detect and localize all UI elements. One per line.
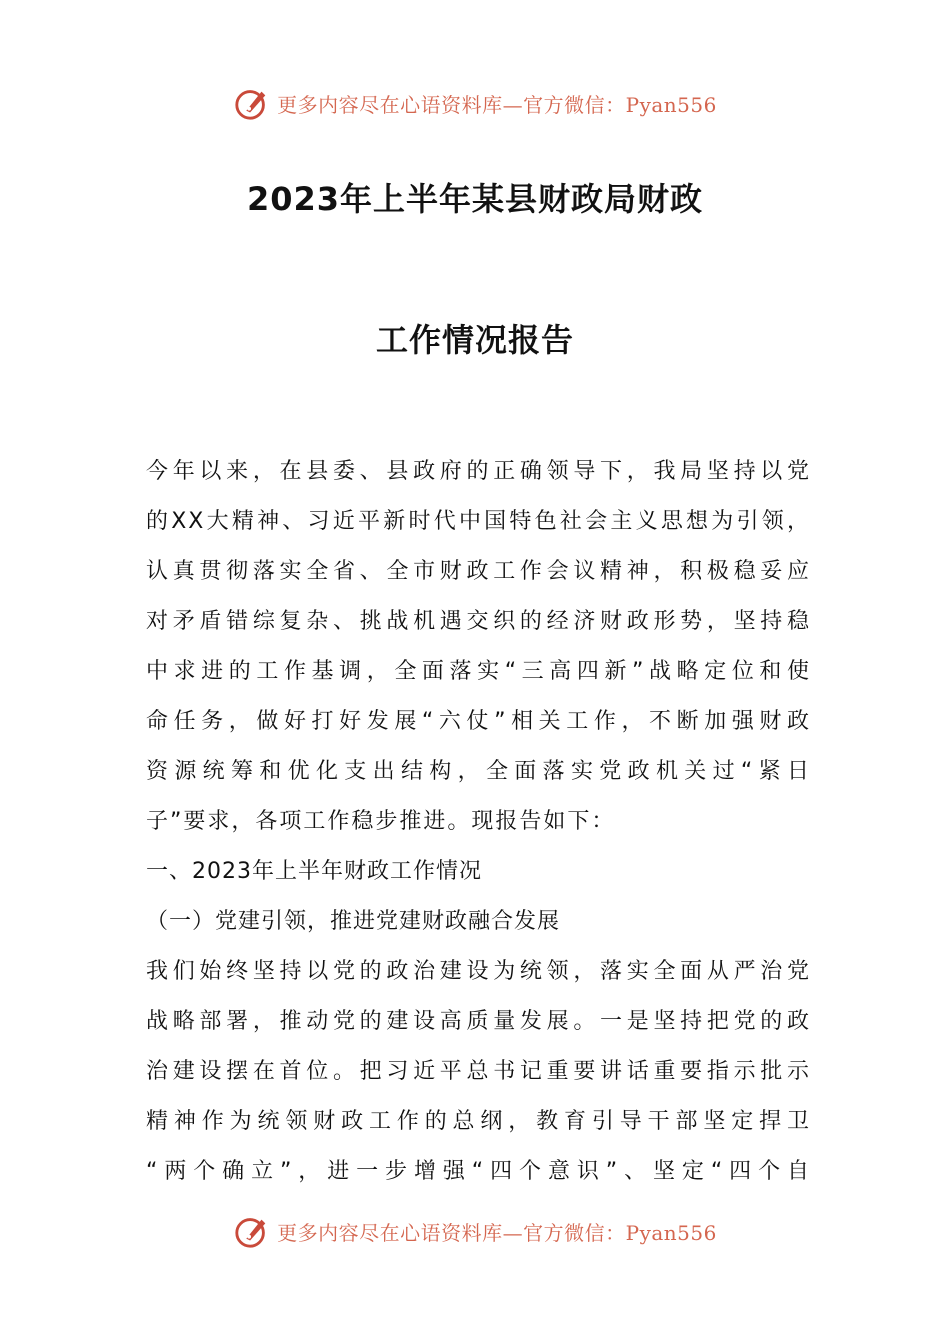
pen-nib-circle-logo: [233, 1212, 271, 1250]
intro-line: 对矛盾错综复杂、挑战机遇交织的经济财政形势，坚持稳: [146, 609, 811, 634]
intro-line: 今年以来，在县委、县政府的正确领导下，我局坚持以党: [146, 459, 811, 484]
body-line: 精神作为统领财政工作的总纲，教育引导干部坚定捍卫: [146, 1109, 811, 1134]
section-heading: 一、2023年上半年财政工作情况: [146, 859, 482, 884]
body-line: 治建设摆在首位。把习近平总书记重要讲话重要指示批示: [146, 1059, 811, 1084]
intro-line: 的XX大精神、习近平新时代中国特色社会主义思想为引领，: [146, 509, 811, 534]
intro-line: 认真贯彻落实全省、全市财政工作会议精神，积极稳妥应: [146, 559, 811, 584]
intro-line: 资源统筹和优化支出结构，全面落实党政机关过“紧日: [146, 759, 811, 784]
banner-text: 更多内容尽在心语资料库—官方微信：Pyan556: [277, 92, 717, 117]
footer-banner: [0, 1212, 950, 1250]
header-banner: [0, 84, 950, 122]
body-line: “两个确立”，进一步增强“四个意识”、坚定“四个自: [146, 1159, 811, 1184]
document-title-line-1: 2023年上半年某县财政局财政: [246, 180, 704, 218]
pen-nib-circle-logo: [233, 84, 271, 122]
intro-line: 中求进的工作基调，全面落实“三高四新”战略定位和使: [146, 659, 811, 684]
subsection-heading: （一）党建引领，推进党建财政融合发展: [146, 909, 561, 934]
intro-line: 子”要求，各项工作稳步推进。现报告如下：: [146, 809, 616, 834]
banner-text: 更多内容尽在心语资料库—官方微信：Pyan556: [277, 1220, 717, 1245]
document-title-line-2: 工作情况报告: [375, 321, 574, 359]
body-line: 战略部署，推动党的建设高质量发展。一是坚持把党的政: [146, 1009, 811, 1034]
document-body: [146, 447, 811, 1197]
body-line: 我们始终坚持以党的政治建设为统领，落实全面从严治党: [146, 959, 811, 984]
intro-line: 命任务，做好打好发展“六仗”相关工作，不断加强财政: [146, 709, 811, 734]
